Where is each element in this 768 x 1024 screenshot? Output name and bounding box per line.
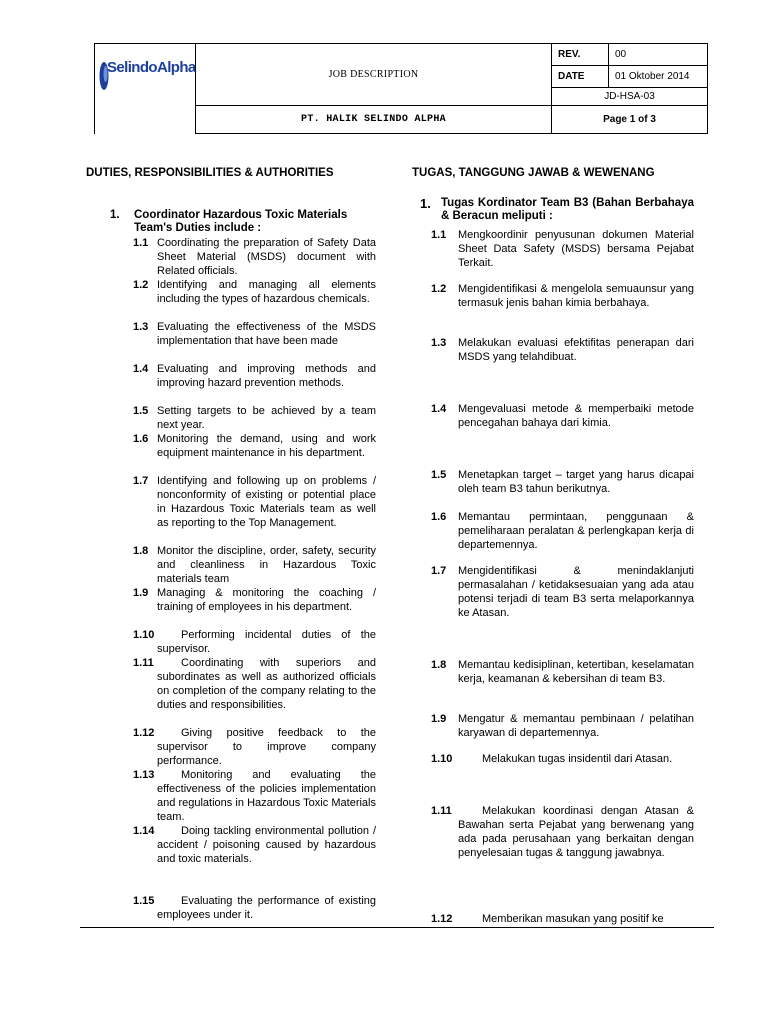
item-text: Mengkoordinir penyusunan dokumen Material Sheet Data Safety (MSDS) bersama Pejabat Terkait.: [458, 229, 694, 269]
item-text: Identifying and following up on problems / nonconformity of existing or potential place in Hazardous Toxic Materials team as well as reporting to the Top Management.: [157, 475, 376, 529]
item-number: 1.7: [133, 475, 149, 487]
logo-text: SelindoAlpha: [107, 59, 196, 76]
item-text: Mengevaluasi metode & memperbaiki metode pencegahan bahaya dari kimia.: [458, 403, 694, 429]
item-text: Monitoring and evaluating the effectiveness of the policies implementation and regulations in Hazardous Toxic Materials team.: [157, 769, 376, 823]
item-number: 1.9: [431, 713, 447, 725]
company-name: PT. HALIK SELINDO ALPHA: [196, 106, 552, 134]
item-number: 1.8: [431, 659, 447, 671]
left-list-number: 1.: [110, 209, 120, 221]
item-text: Menetapkan target – target yang harus dicapai oleh team B3 tahun berikutnya.: [458, 469, 694, 495]
document-header: [94, 43, 708, 133]
item-number: 1.6: [133, 433, 149, 445]
item-number: 1.11: [133, 657, 154, 669]
page-number: Page 1 of 3: [552, 106, 708, 134]
item-number: 1.7: [431, 565, 447, 577]
left-section-heading: DUTIES, RESPONSIBILITIES & AUTHORITIES: [86, 167, 334, 179]
item-text: Doing tackling environmental pollution / accident / poisoning caused by hazardous and toxic materials.: [157, 825, 376, 865]
item-text: Managing & monitoring the coaching / training of employees in his department.: [157, 587, 376, 613]
item-number: 1.4: [133, 363, 149, 375]
item-number: 1.2: [431, 283, 447, 295]
document-title: JOB DESCRIPTION: [196, 44, 552, 106]
item-text: Identifying and managing all elements including the types of hazardous chemicals.: [157, 279, 376, 305]
item-number: 1.3: [431, 337, 447, 349]
item-number: 1.3: [133, 321, 149, 333]
item-number: 1.12: [133, 727, 155, 739]
item-number: 1.15: [133, 895, 155, 907]
item-text: Evaluating the performance of existing employees under it.: [157, 895, 376, 921]
item-text: Giving positive feedback to the supervisor to improve company performance.: [157, 727, 376, 767]
item-text: Evaluating and improving methods and improving hazard prevention methods.: [157, 363, 376, 389]
item-text: Melakukan evaluasi efektifitas penerapan dari MSDS yang telahdibuat.: [458, 337, 694, 363]
item-text: Melakukan tugas insidentil dari Atasan.: [482, 753, 673, 765]
item-text: Coordinating with superiors and subordinates as well as authorized officials on completion of the company relating to the duties and responsibilities.: [157, 657, 376, 711]
item-text: Mengidentifikasi & mengelola semuaunsur yang termasuk jenis bahan kimia berbahaya.: [458, 283, 694, 309]
item-number: 1.6: [431, 511, 447, 523]
item-text: Monitor the discipline, order, safety, security and cleanliness in Hazardous Toxic materials team: [157, 545, 376, 585]
rev-label: REV.: [552, 44, 609, 66]
item-number: 1.13: [133, 769, 155, 781]
logo-cell: [95, 44, 196, 106]
right-list-number: 1.: [420, 196, 431, 211]
item-number: 1.5: [431, 469, 447, 481]
item-number: 1.4: [431, 403, 447, 415]
item-number: 1.8: [133, 545, 149, 557]
item-number: 1.2: [133, 279, 149, 291]
bottom-rule: [80, 927, 714, 928]
item-number: 1.11: [431, 805, 452, 817]
right-list-title-text: Tugas Kordinator Team B3 (Bahan Berbahaya & Beracun meliputi :: [441, 197, 694, 222]
item-number: 1.1: [431, 229, 447, 241]
item-number: 1.12: [431, 913, 453, 925]
item-text: Melakukan koordinasi dengan Atasan & Bawahan serta Pejabat yang berwenang yang ada pada perusahaan yang berkaitan dengan penyelesaian tugas & tanggung jawabnya.: [458, 805, 694, 859]
logo-cell-bottom: [95, 106, 196, 134]
item-number: 1.10: [431, 753, 453, 765]
item-text: Setting targets to be achieved by a team next year.: [157, 405, 376, 431]
item-number: 1.5: [133, 405, 149, 417]
item-text: Mengidentifikasi & menindaklanjuti permasalahan / ketidaksesuaian yang ada atau potensi terjadi di team B3 serta melaporkannya ke Atasan.: [458, 565, 694, 619]
item-text: Memberikan masukan yang positif ke: [482, 913, 664, 925]
item-text: Evaluating the effectiveness of the MSDS implementation that have been made: [157, 321, 376, 347]
document-number: JD-HSA-03: [552, 88, 708, 106]
item-number: 1.10: [133, 629, 155, 641]
item-text: Memantau permintaan, penggunaan & pemeliharaan peralatan & perlengkapan kerja di departemennya.: [458, 511, 694, 551]
item-text: Memantau kedisiplinan, ketertiban, keselamatan kerja, keamanan & kebersihan di team B3.: [458, 659, 694, 685]
right-section-heading: TUGAS, TANGGUNG JAWAB & WEWENANG: [412, 167, 655, 179]
rev-value: 00: [609, 44, 708, 66]
item-text: Coordinating the preparation of Safety Data Sheet Material (MSDS) document with Related officials.: [157, 237, 376, 277]
date-value: 01 Oktober 2014: [609, 66, 708, 88]
item-number: 1.14: [133, 825, 155, 837]
item-number: 1.9: [133, 587, 149, 599]
item-text: Mengatur & memantau pembinaan / pelatihan karyawan di departemennya.: [458, 713, 694, 739]
item-text: Monitoring the demand, using and work equipment maintenance in his department.: [157, 433, 376, 459]
item-number: 1.1: [133, 237, 149, 249]
item-text: Performing incidental duties of the supervisor.: [157, 629, 376, 655]
left-list-title-text: Coordinator Hazardous Toxic Materials Team's Duties include :: [134, 209, 348, 234]
date-label: DATE: [552, 66, 609, 88]
